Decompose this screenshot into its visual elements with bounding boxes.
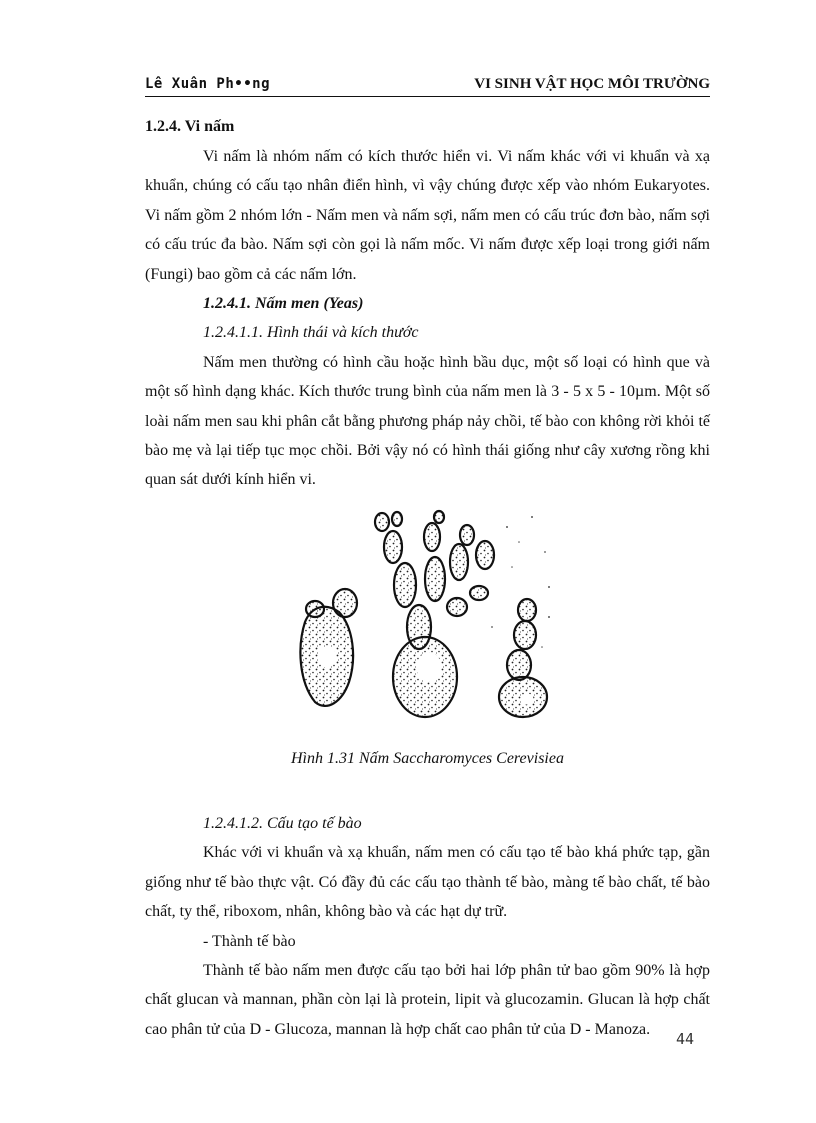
page-content <box>145 112 710 1044</box>
section-intro-paragraph: Vi nấm là nhóm nấm có kích thước hiển vi. Vi nấm khác với vi khuẩn và xạ khuẩn, chúng có cấu tạo nhân điển hình, vì vậy chúng được xếp vào nhóm Eukaryotes. Vi nấm gồm 2 nhóm lớn - Nấm men và nấm sợi, nấm men có cấu trúc đơn bào, nấm sợi có cấu trúc đa bào. Nấm sợi còn gọi là nấm mốc. Vi nấm được xếp loại trong giới nấm (Fungi) bao gồm cả các nấm lớn. <box>145 148 710 283</box>
header-author: Lê Xuân Ph••ng <box>145 76 271 92</box>
cell-wall-paragraph: Thành tế bào nấm men được cấu tạo bởi hai lớp phân tử bao gồm 90% là hợp chất glucan và mannan, phần còn lại là protein, lipit và glucozamin. Glucan là hợp chất cao phân tử của D - Glucoza, mannan là hợp chất cao phân tử của D - Manoza. <box>145 961 710 1038</box>
yeast-cells-illustration <box>287 507 557 732</box>
page-header <box>145 76 710 97</box>
cell-wall-label: - Thành tế bào <box>203 932 296 950</box>
left-bud <box>333 589 357 617</box>
page-number: 44 <box>676 1030 695 1048</box>
figure-caption: Hình 1.31 Nấm Saccharomyces Cerevisiea <box>291 749 564 767</box>
cell-structure-paragraph: Khác với vi khuẩn và xạ khuẩn, nấm men có cấu tạo tế bào khá phức tạp, gần giống như tế bào thực vật. Có đầy đủ các cấu tạo thành tế bào, màng tế bào chất, tế bào chất, ty thể, riboxom, nhân, không bào và các hạt dự trữ. <box>145 844 710 921</box>
spacer <box>145 773 710 809</box>
cell-structure-heading: 1.2.4.1.2. Cấu tạo tế bào <box>203 814 362 832</box>
morphology-heading: 1.2.4.1.1. Hình thái và kích thước <box>203 324 419 342</box>
subsection-heading: 1.2.4.1. Nấm men (Yeas) <box>203 295 364 313</box>
section-heading: 1.2.4. Vi nấm <box>145 118 235 135</box>
yeast-figure <box>145 507 710 739</box>
header-book-title: VI SINH VẬT HỌC MÔI TRƯỜNG <box>474 76 710 92</box>
left-small-bud <box>306 601 324 617</box>
morphology-paragraph: Nấm men thường có hình cầu hoặc hình bầu dục, một số loại có hình que và một số hình dạng khác. Kích thước trung bình của nấm men là 3 - 5 x 5 - 10µm. Một số loài nấm men sau khi phân cắt bằng phương pháp nảy chồi, tế bào con không rời khỏi tế bào mẹ và lại tiếp tục mọc chồi. Bởi vậy nó có hình thái giống như cây xương rồng khi quan sát dưới kính hiển vi. <box>145 353 710 489</box>
